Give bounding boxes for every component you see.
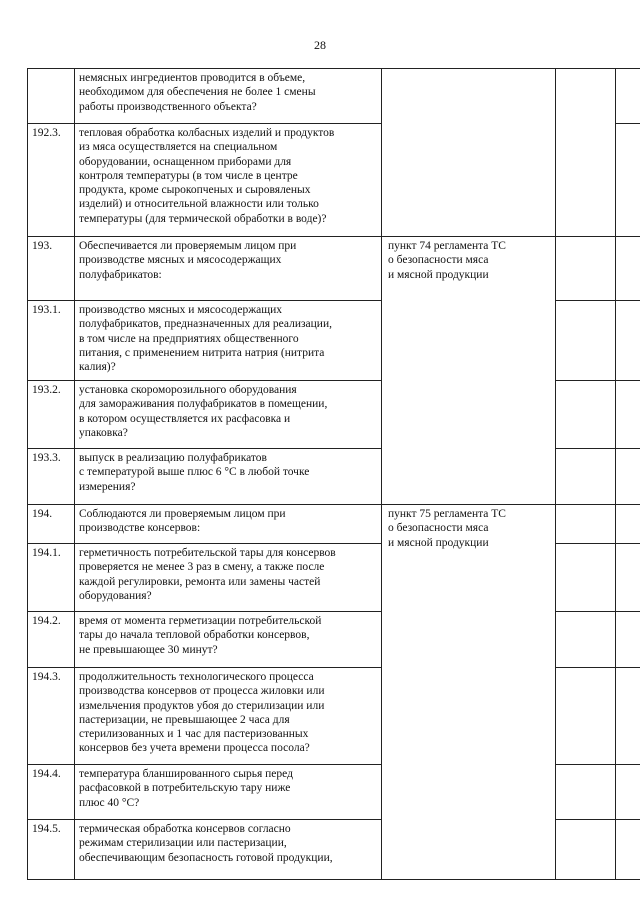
- question-text: немясных ингредиентов проводится в объеме, необходимом для обеспечения не более 1 смены работы производственного объекта?: [79, 72, 316, 113]
- question-text: продолжительность технологического процесса производства консервов от процесса жиловки или измельчения продуктов убоя до стерилизации или пастеризации, не превышающее 2 часа для стерилизованных и 1 час для пастеризованных консервов без учета времени процесса посола?: [79, 671, 325, 755]
- answer-cell[interactable]: [556, 544, 616, 612]
- item-reference: [382, 505, 556, 880]
- reference-text: пункт 75 регламента ТС о безопасности мяса и мясной продукции: [388, 508, 506, 549]
- item-number: 194.1.: [28, 544, 75, 612]
- note-cell[interactable]: [616, 612, 640, 668]
- question-text: производство мясных и мясосодержащих полуфабрикатов, предназначенных для реализации, в том числе на предприятиях общественного питания, с применением нитрита натрия (нитрита калия)?: [79, 304, 332, 374]
- item-question: [75, 668, 382, 765]
- note-cell[interactable]: [616, 381, 640, 449]
- item-question: [75, 505, 382, 544]
- table-row: [28, 69, 640, 124]
- question-text: Соблюдаются ли проверяемым лицом при производстве консервов:: [79, 508, 286, 535]
- question-text: выпуск в реализацию полуфабрикатов с температурой выше плюс 6 °С в любой точке измерения?: [79, 452, 310, 493]
- answer-cell[interactable]: [556, 381, 616, 449]
- note-cell[interactable]: [616, 449, 640, 505]
- answer-cell[interactable]: [556, 301, 616, 381]
- answer-cell[interactable]: [556, 505, 616, 544]
- answer-cell[interactable]: [556, 449, 616, 505]
- item-question: [75, 124, 382, 237]
- item-question: [75, 449, 382, 505]
- item-question: [75, 612, 382, 668]
- question-text: тепловая обработка колбасных изделий и продуктов из мяса осуществляется на специальном оборудовании, оснащенном приборами для контроля температуры (в том числе в центре продукта, кроме сырокопченых и сыровяленых изделий) и относительной влажности или только температуры (для термической обработки в воде)?: [79, 127, 335, 225]
- answer-cell[interactable]: [556, 820, 616, 880]
- question-text: время от момента герметизации потребительской тары до начала тепловой обработки консервов, не превышающее 30 минут?: [79, 615, 322, 656]
- question-text: температура бланшированного сырья перед расфасовкой в потребительскую тару ниже плюс 40 °С?: [79, 768, 293, 809]
- item-number: 194.5.: [28, 820, 75, 880]
- item-number: 192.3.: [28, 124, 75, 237]
- page-number: 28: [314, 38, 326, 52]
- item-number: 194.3.: [28, 668, 75, 765]
- note-cell[interactable]: [616, 301, 640, 381]
- item-question: [75, 544, 382, 612]
- note-cell[interactable]: [616, 505, 640, 544]
- item-number: 193.2.: [28, 381, 75, 449]
- reference-text: пункт 74 регламента ТС о безопасности мяса и мясной продукции: [388, 240, 506, 281]
- note-cell[interactable]: [616, 69, 640, 124]
- item-number: 193.: [28, 237, 75, 301]
- item-number: 194.: [28, 505, 75, 544]
- note-cell[interactable]: [616, 124, 640, 237]
- item-number: 193.3.: [28, 449, 75, 505]
- item-question: [75, 301, 382, 381]
- note-cell[interactable]: [616, 544, 640, 612]
- question-text: термическая обработка консервов согласно режимам стерилизации или пастеризации, обеспечивающим безопасность готовой продукции,: [79, 823, 333, 864]
- question-text: герметичность потребительской тары для консервов проверяется не менее 3 раз в смену, а также после каждой регулировки, ремонта или замены частей оборудования?: [79, 547, 336, 602]
- item-question: [75, 237, 382, 301]
- item-reference: [382, 237, 556, 505]
- item-question: [75, 820, 382, 880]
- answer-cell[interactable]: [556, 765, 616, 820]
- answer-cell[interactable]: [556, 237, 616, 301]
- note-cell[interactable]: [616, 668, 640, 765]
- item-question: [75, 765, 382, 820]
- checklist-table: [27, 68, 640, 880]
- item-number: [28, 69, 75, 124]
- note-cell[interactable]: [616, 765, 640, 820]
- item-number: 194.2.: [28, 612, 75, 668]
- item-number: 193.1.: [28, 301, 75, 381]
- item-reference: [382, 69, 556, 237]
- item-number: 194.4.: [28, 765, 75, 820]
- answer-cell[interactable]: [556, 69, 616, 237]
- table-row: [28, 237, 640, 301]
- question-text: установка скороморозильного оборудования для замораживания полуфабрикатов в помещении, в котором осуществляется их расфасовка и упаковка?: [79, 384, 328, 439]
- answer-cell[interactable]: [556, 668, 616, 765]
- table-row: [28, 505, 640, 544]
- note-cell[interactable]: [616, 820, 640, 880]
- answer-cell[interactable]: [556, 612, 616, 668]
- question-text: Обеспечивается ли проверяемым лицом при производстве мясных и мясосодержащих полуфабрикатов:: [79, 240, 297, 281]
- note-cell[interactable]: [616, 237, 640, 301]
- item-question: [75, 381, 382, 449]
- item-question: [75, 69, 382, 124]
